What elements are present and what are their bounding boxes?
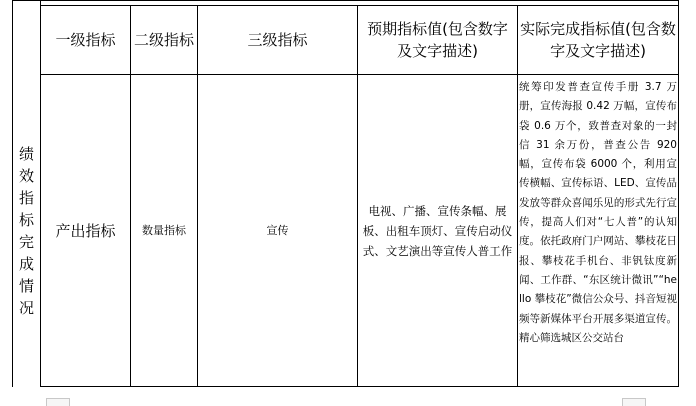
header-level3: 三级指标 (247, 31, 308, 49)
header-actual: 实际完成指标值(包含数字及文字描述) (520, 20, 676, 60)
row-expected: 电视、广播、宣传条幅、展板、出租车顶灯、宣传启动仪式、文艺演出等宣传人普工作 (362, 203, 513, 258)
table-top-border (12, 0, 679, 1)
data-row-bottom-border (40, 386, 679, 387)
row-level2: 数量指标 (142, 223, 186, 237)
section-label: 绩效指标完成情况 (18, 144, 34, 317)
row-actual: 统筹印发普查宣传手册 3.7 万册，宣传海报 0.42 万幅，宣传布袋 0.6 万个，致普查对象的一封信 31 余万份，普查公告 920 幅，宣传布袋 6000 个，利用宣传横幅、宣传标语、LED、宣传品发放等群众喜闻乐见的形式先行宣传，提高人们对“七人普”的认知度。依托政府门户网站、攀枝花日报、攀枝花手机台、非钒钛度新闻、工作群、“东区统计微讯”“hello 攀枝花”微信公众号、抖音短视频等新媒体平台开展多渠道宣传。精心筛选城区公交站台 (519, 81, 677, 344)
header-level2: 二级指标 (133, 31, 194, 49)
header-expected: 预期指标值(包含数字及文字描述) (367, 20, 508, 60)
row-level1: 产出指标 (55, 221, 116, 240)
row-level3: 宣传 (266, 223, 289, 237)
header-level1: 一级指标 (55, 31, 116, 49)
section-label-cell (13, 75, 40, 386)
table-right-border (678, 0, 679, 387)
